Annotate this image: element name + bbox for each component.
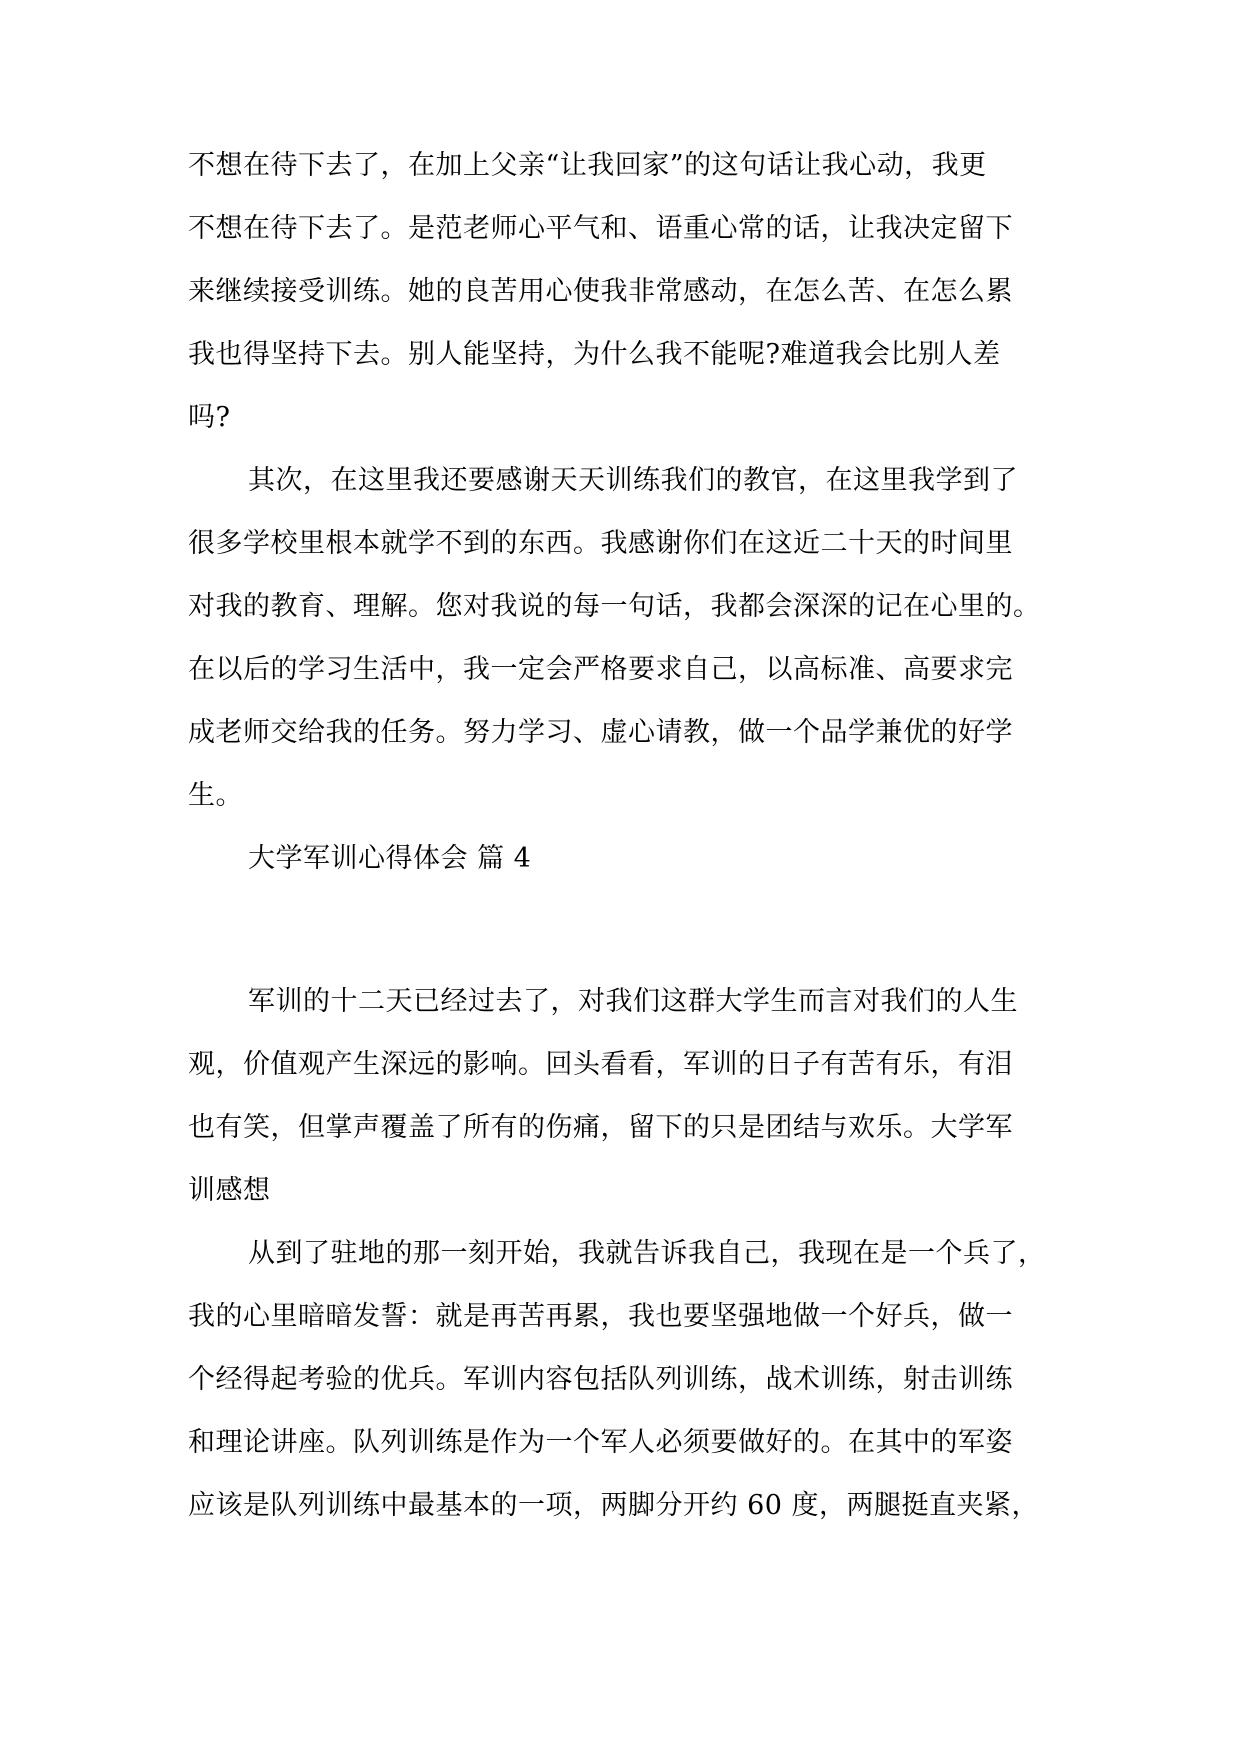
text-line: 我的心里暗暗发誓：就是再苦再累，我也要坚强地做一个好兵，做一 xyxy=(188,1301,1013,1332)
text-line: 成老师交给我的任务。努力学习、虚心请教，做一个品学兼优的好学 xyxy=(188,717,1013,748)
section-heading: 大学军训心得体会 篇 4 xyxy=(248,843,532,874)
text-line: 对我的教育、理解。您对我说的每一句话，我都会深深的记在心里的。 xyxy=(188,591,1041,622)
text-line: 很多学校里根本就学不到的东西。我感谢你们在这近二十天的时间里 xyxy=(188,528,1013,559)
text-line: 不想在待下去了，在加上父亲“让我回家”的这句话让我心动，我更 xyxy=(188,150,987,181)
text-line: 生。 xyxy=(188,780,243,811)
text-line: 来继续接受训练。她的良苦用心使我非常感动，在怎么苦、在怎么累 xyxy=(188,276,1013,307)
paragraph-first-line: 军训的十二天已经过去了，对我们这群大学生而言对我们的人生 xyxy=(248,986,1018,1017)
text-line: 训感想 xyxy=(188,1175,271,1206)
text-line: 不想在待下去了。是范老师心平气和、语重心常的话，让我决定留下 xyxy=(188,213,1013,244)
paragraph-first-line: 其次，在这里我还要感谢天天训练我们的教官，在这里我学到了 xyxy=(248,465,1018,496)
text-line: 也有笑，但掌声覆盖了所有的伤痛，留下的只是团结与欢乐。大学军 xyxy=(188,1112,1013,1143)
text-line: 吗? xyxy=(188,402,231,433)
text-line: 应该是队列训练中最基本的一项，两脚分开约 60 度，两腿挺直夹紧， xyxy=(188,1490,1040,1521)
paragraph-first-line: 从到了驻地的那一刻开始，我就告诉我自己，我现在是一个兵了， xyxy=(248,1238,1046,1269)
text-line: 我也得坚持下去。别人能坚持，为什么我不能呢?难道我会比别人差 xyxy=(188,339,1001,370)
text-line: 在以后的学习生活中，我一定会严格要求自己，以高标准、高要求完 xyxy=(188,654,1013,685)
text-line: 个经得起考验的优兵。军训内容包括队列训练，战术训练，射击训练 xyxy=(188,1364,1013,1395)
text-line: 和理论讲座。队列训练是作为一个军人必须要做好的。在其中的军姿 xyxy=(188,1427,1013,1458)
text-line: 观，价值观产生深远的影响。回头看看，军训的日子有苦有乐，有泪 xyxy=(188,1049,1013,1080)
